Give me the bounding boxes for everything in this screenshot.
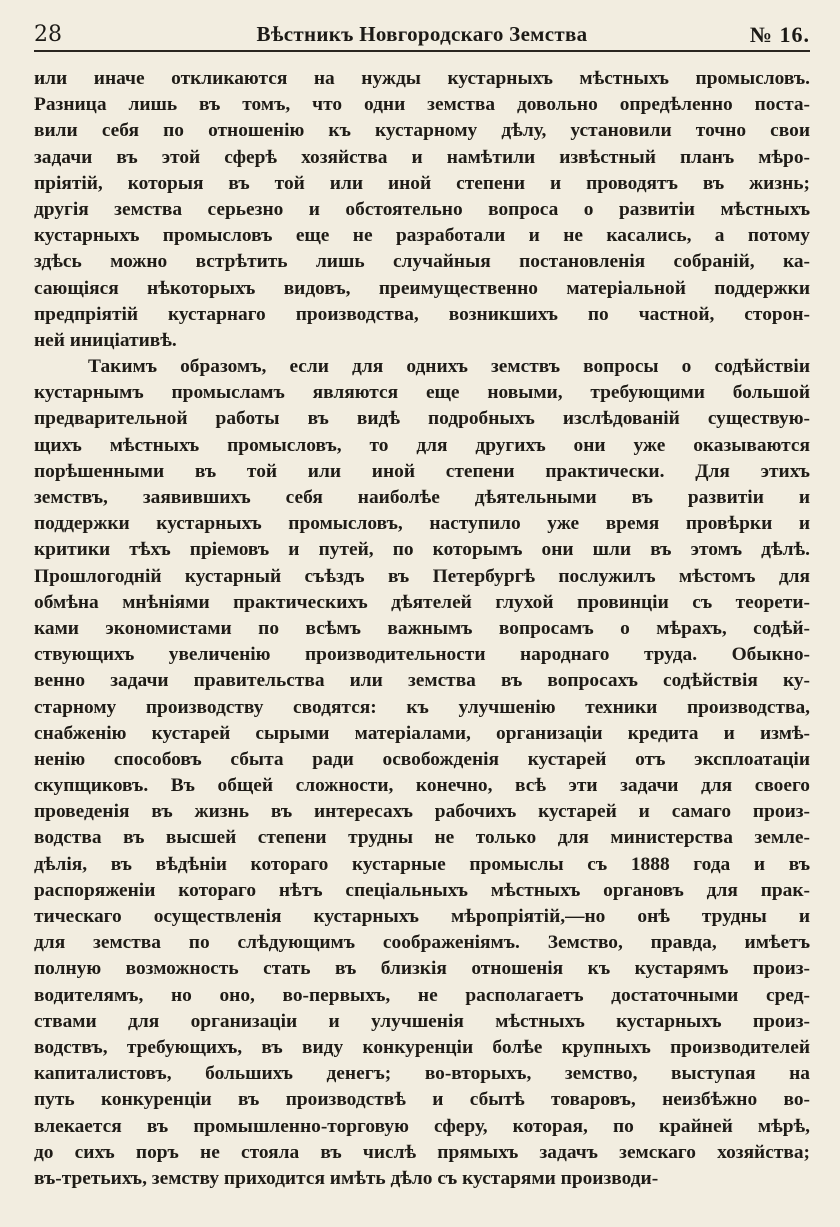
text-line: распоряженіи котораго нѣтъ спеціальныхъ мѣстныхъ органовъ для прак- xyxy=(34,879,810,901)
text-line: ствами для организаціи и улучшенія мѣстныхъ кустарныхъ произ- xyxy=(34,1010,810,1032)
text-line: старному производству сводятся: къ улучшенію техники производства, xyxy=(34,696,810,718)
text-line: снабженію кустарей сырыми матеріалами, организаціи кредита и измѣ- xyxy=(34,722,810,744)
text-line: задачи въ этой сферѣ хозяйства и намѣтили извѣстный планъ мѣро- xyxy=(34,146,810,168)
header-rule xyxy=(34,50,810,52)
text-line: водителямъ, но оно, во-первыхъ, не располагаетъ достаточными сред- xyxy=(34,984,810,1006)
text-line: ствующихъ увеличенію производительности народнаго труда. Обыкно- xyxy=(34,644,810,666)
text-line: порѣшенными въ той или иной степени практически. Для этихъ xyxy=(34,460,810,482)
text-line: пріятій, которыя въ той или иной степени и проводятъ въ жизнь; xyxy=(34,172,810,194)
text-line: или иначе откликаются на нужды кустарныхъ мѣстныхъ промысловъ. xyxy=(34,68,810,89)
text-line: ней иниціативѣ. xyxy=(34,329,177,351)
text-line: предварительной работы въ видѣ подробныхъ изслѣдованій существую- xyxy=(34,408,810,430)
text-line: венно задачи правительства или земства въ вопросахъ содѣйствія ку- xyxy=(34,670,810,692)
text-line: водствъ, требующихъ, въ виду конкуренціи болѣе крупныхъ производителей xyxy=(34,1036,810,1058)
text-line: другія земства серьезно и обстоятельно вопроса о развитіи мѣстныхъ xyxy=(34,198,810,220)
text-line: проведенія въ жизнь въ интересахъ рабочихъ кустарей и самаго произ- xyxy=(34,801,810,823)
body-text xyxy=(34,66,810,1192)
text-line: скупщиковъ. Въ общей сложности, конечно, всѣ эти задачи для своего xyxy=(34,775,810,797)
text-line: щихъ мѣстныхъ промысловъ, то для другихъ они уже оказываются xyxy=(34,434,810,456)
text-line: предпріятій кустарнаго производства, возникшихъ по частной, сторон- xyxy=(34,303,810,325)
paragraph xyxy=(34,354,810,1192)
text-line: путь конкуренціи въ производствѣ и сбытѣ товаровъ, неизбѣжно во- xyxy=(34,1089,810,1111)
text-line: вили себя по отношенію къ кустарному дѣлу, установили точно свои xyxy=(34,120,810,142)
text-line: Такимъ образомъ, если для однихъ земствъ вопросы о содѣйствіи xyxy=(88,356,810,378)
text-line: въ-третьихъ, земству приходится имѣть дѣло съ кустарями производи- xyxy=(34,1167,659,1189)
text-line: тическаго осуществленія кустарныхъ мѣропріятій,—но онѣ трудны и xyxy=(34,906,810,927)
paragraph xyxy=(34,66,810,354)
text-line: обмѣна мнѣніями практическихъ дѣятелей глухой провинціи съ теорети- xyxy=(34,591,810,613)
text-line: полную возможность стать въ близкія отношенія къ кустарямъ произ- xyxy=(34,958,810,980)
text-line: ненію способовъ сбыта ради освобожденія кустарей отъ эксплоатаціи xyxy=(34,748,810,770)
journal-title: Вѣстникъ Новгородскаго Земства xyxy=(256,22,588,46)
text-line: дѣлія, въ вѣдѣніи котораго кустарные промыслы съ 1888 года и въ xyxy=(34,853,810,875)
text-line: кустарнымъ промысламъ являются еще новыми, требующими большой xyxy=(34,382,810,404)
text-line: влекается въ промышленно-торговую сферу, которая, по крайней мѣрѣ, xyxy=(34,1115,810,1137)
text-line: Разница лишь въ томъ, что одни земства довольно опредѣленно поста- xyxy=(34,94,810,116)
text-line: поддержки кустарныхъ промысловъ, наступило уже время провѣрки и xyxy=(34,513,810,535)
text-line: для земства по слѣдующимъ соображеніямъ. Земство, правда, имѣетъ xyxy=(34,932,810,954)
page-header xyxy=(34,22,810,50)
issue-number: № 16. xyxy=(749,22,810,47)
text-line: сающіяся нѣкоторыхъ видовъ, преимущественно матеріальной поддержки xyxy=(34,277,810,299)
text-line: водства въ высшей степени трудны не только для министерства земле- xyxy=(34,827,810,849)
text-line: критики тѣхъ пріемовъ и путей, по которымъ они шли въ этомъ дѣлѣ. xyxy=(34,539,810,561)
text-line: здѣсь можно встрѣтить лишь случайныя постановленія собраній, ка- xyxy=(34,251,810,273)
text-line: ками экономистами по всѣмъ важнымъ вопросамъ о мѣрахъ, содѣй- xyxy=(34,617,810,639)
page-number: 28 xyxy=(34,22,62,47)
text-line: Прошлогодній кустарный съѣздъ въ Петербургѣ послужилъ мѣстомъ для xyxy=(34,565,810,587)
text-line: капиталистовъ, большихъ денегъ; во-вторыхъ, земство, выступая на xyxy=(34,1063,810,1085)
text-line: кустарныхъ промысловъ еще не разработали и не касались, а потому xyxy=(34,225,810,247)
text-line: земствъ, заявившихъ себя наиболѣе дѣятельными въ развитіи и xyxy=(34,487,810,508)
text-line: до сихъ поръ не стояла въ числѣ прямыхъ задачъ земскаго хозяйства; xyxy=(34,1141,810,1163)
